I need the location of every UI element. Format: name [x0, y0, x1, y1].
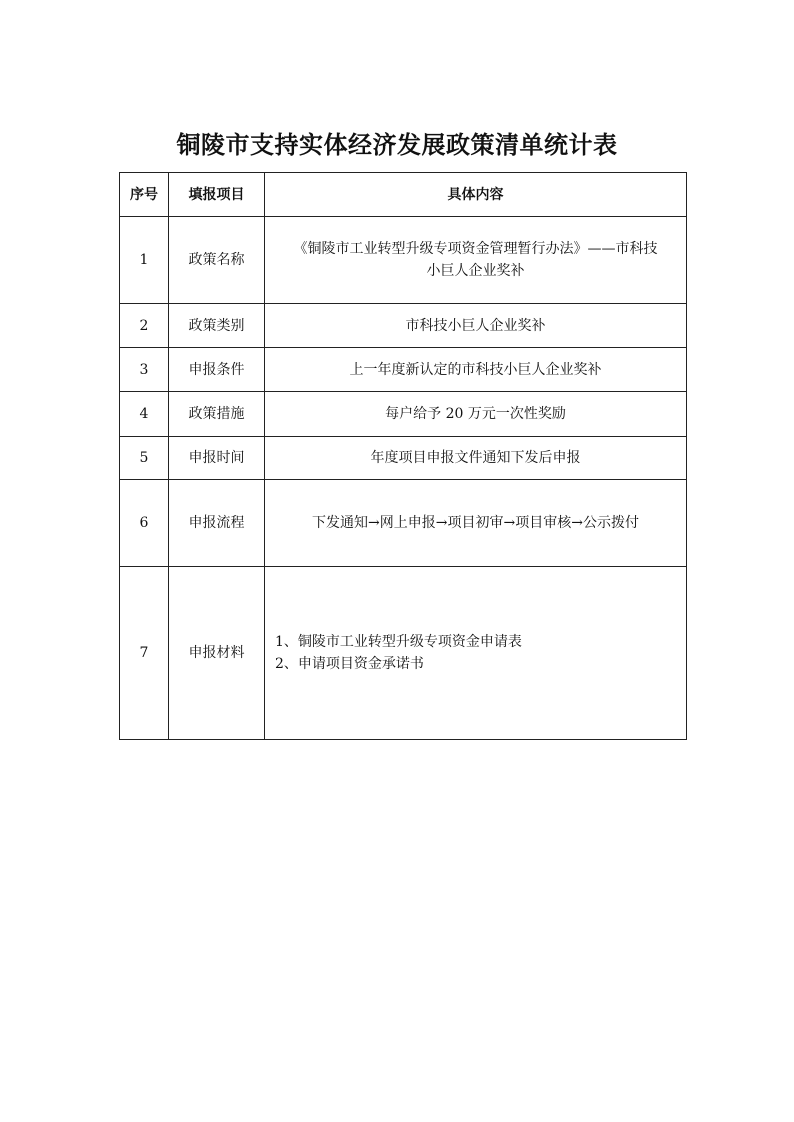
table-header-row: [120, 173, 687, 217]
page-title: 铜陵市支持实体经济发展政策清单统计表: [176, 130, 618, 159]
row-number: 7: [120, 567, 169, 740]
content-line: 2、申请项目资金承诺书: [275, 656, 424, 672]
row-number: 2: [120, 304, 169, 348]
table-row: [120, 304, 687, 348]
header-content: 具体内容: [265, 173, 687, 217]
header-number: 序号: [120, 173, 169, 217]
row-number: 5: [120, 437, 169, 480]
content-line: 《铜陵市工业转型升级专项资金管理暂行办法》——市科技: [293, 241, 658, 257]
row-content: 下发通知→网上申报→项目初审→项目审核→公示拨付: [265, 480, 687, 567]
row-content: 市科技小巨人企业奖补: [265, 304, 687, 348]
table-row: [120, 437, 687, 480]
row-item: 申报材料: [169, 567, 265, 740]
row-item: 申报时间: [169, 437, 265, 480]
content-line: 1、铜陵市工业转型升级专项资金申请表: [275, 634, 522, 650]
header-item: 填报项目: [169, 173, 265, 217]
row-number: 3: [120, 348, 169, 392]
row-number: 1: [120, 217, 169, 304]
row-content: 每户给予 20 万元一次性奖励: [265, 392, 687, 437]
table-row: [120, 348, 687, 392]
row-item: 政策措施: [169, 392, 265, 437]
row-item: 申报流程: [169, 480, 265, 567]
policy-table: [119, 172, 687, 740]
content-line: 小巨人企业奖补: [426, 263, 525, 279]
row-number: 6: [120, 480, 169, 567]
row-content: [265, 567, 687, 740]
table-row: [120, 217, 687, 304]
row-item: 政策类别: [169, 304, 265, 348]
row-item: 政策名称: [169, 217, 265, 304]
row-content: 年度项目申报文件通知下发后申报: [265, 437, 687, 480]
table-row: [120, 480, 687, 567]
table-row: [120, 392, 687, 437]
row-content: 上一年度新认定的市科技小巨人企业奖补: [265, 348, 687, 392]
row-item: 申报条件: [169, 348, 265, 392]
row-number: 4: [120, 392, 169, 437]
table-row: [120, 567, 687, 740]
row-content: [265, 217, 687, 304]
